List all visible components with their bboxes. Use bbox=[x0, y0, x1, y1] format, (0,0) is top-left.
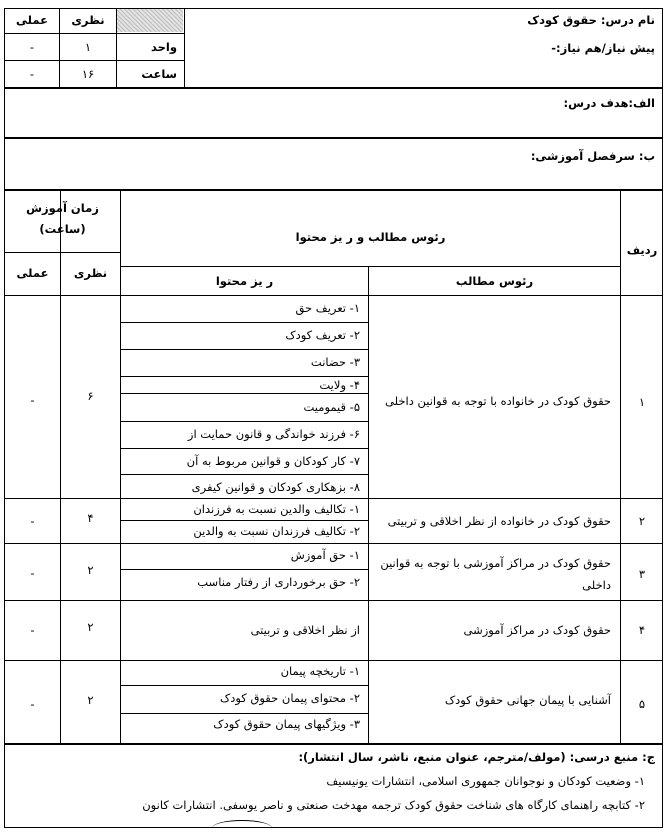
row5-detail-1: ۱- تاریخچه پیمان bbox=[280, 664, 360, 678]
row1-detail-7: ۷- کار کودکان و قوانین مربوط به آن bbox=[186, 454, 360, 468]
header-col-theory: نظری bbox=[71, 13, 105, 27]
prerequisite: پیش نیاز/هم نیاز:- bbox=[551, 41, 655, 55]
col-practical: عملی bbox=[16, 266, 49, 280]
row3-topic-line1: حقوق کودک در مراکز آموزشی با توجه به قوانین bbox=[380, 556, 611, 570]
row2-detail-1: ۱- تکالیف والدین نسبت به فرزندان bbox=[193, 502, 360, 516]
row3-detail-2: ۲- حق برخورداری از رفتار مناسب bbox=[197, 575, 360, 589]
row1-detail-8: ۸- بزهکاری کودکان و قوانین کیفری bbox=[191, 480, 360, 494]
row1-detail-3: ۳- حضانت bbox=[310, 355, 360, 369]
row3-detail-1: ۱- حق آموزش bbox=[290, 548, 360, 562]
row5-topic: آشنایی با پیمان جهانی حقوق کودک bbox=[444, 693, 611, 707]
row1-topic: حقوق کودک در خانواده با توجه به قوانین داخلی bbox=[385, 394, 611, 408]
row3-number: ۳ bbox=[638, 567, 646, 581]
row4-theory: ۲ bbox=[87, 620, 94, 634]
row3-topic-line2: داخلی bbox=[582, 578, 611, 592]
units-theory-value: ۱ bbox=[84, 40, 92, 54]
row1-practical: - bbox=[30, 393, 35, 407]
hours-label: ساعت bbox=[141, 67, 177, 81]
row5-detail-3: ۳- ویژگیهای پیمان حقوق کودک bbox=[213, 717, 360, 731]
syllabus-title: ب: سرفصل آموزشی: bbox=[530, 149, 655, 163]
col-details: ر یز محتوا bbox=[215, 274, 274, 288]
course-name: نام درس: حقوق کودک bbox=[527, 13, 655, 27]
units-practical-value: - bbox=[29, 40, 35, 54]
row1-detail-5: ۵- قیمومیت bbox=[303, 400, 360, 414]
course-syllabus-page bbox=[4, 8, 663, 830]
row1-detail-4: ۴- ولایت bbox=[319, 378, 360, 392]
source-item-2: ۲- کتابچه راهنمای کارگاه های شناخت حقوق کودک ترجمه مهدخت صنعتی و ناصر یوسفی. انتشارات کانون bbox=[142, 798, 645, 812]
row5-number: ۵ bbox=[638, 697, 646, 711]
row2-topic: حقوق کودک در خانواده از نظر اخلاقی و تربیتی bbox=[387, 514, 611, 528]
row4-number: ۴ bbox=[638, 623, 646, 637]
hours-theory-value: ۱۶ bbox=[81, 67, 95, 81]
goal-title: الف:هدف درس: bbox=[563, 96, 655, 110]
col-topics-group: رئوس مطالب و ر یز محتوا bbox=[295, 230, 446, 244]
row3-theory: ۲ bbox=[87, 563, 94, 577]
page-footer-arc bbox=[212, 820, 272, 834]
row5-practical: - bbox=[30, 697, 35, 711]
col-time-line2: (ساعت) bbox=[39, 222, 86, 236]
source-item-1: ۱- وضعیت کودکان و نوجوانان جمهوری اسلامی، انتشارات یونیسیف bbox=[326, 774, 645, 788]
row2-practical: - bbox=[30, 514, 35, 528]
row1-detail-6: ۶- فرزند خواندگی و قانون حمایت از bbox=[187, 427, 360, 441]
row4-topic: حقوق کودک در مراکز آموزشی bbox=[463, 623, 611, 637]
row5-detail-2: ۲- محتوای پیمان حقوق کودک bbox=[219, 691, 360, 705]
row1-detail-2: ۲- تعریف کودک bbox=[285, 328, 360, 342]
col-row-number: ردیف bbox=[626, 243, 658, 257]
header-col-practical: عملی bbox=[16, 13, 48, 27]
col-topics: رئوس مطالب bbox=[455, 274, 534, 288]
sources-title: ج: منبع درسی: (مولف/مترجم، عنوان منبع، ناشر، سال انتشار): bbox=[298, 750, 655, 764]
row2-number: ۲ bbox=[638, 514, 646, 528]
row1-theory: ۶ bbox=[87, 389, 94, 403]
col-theory: نظری bbox=[73, 266, 108, 280]
row1-detail-1: ۱- تعریف حق bbox=[295, 301, 360, 315]
row1-number: ۱ bbox=[638, 395, 646, 409]
row3-practical: - bbox=[30, 566, 35, 580]
row2-theory: ۴ bbox=[87, 511, 94, 525]
row2-detail-2: ۲- تکالیف فرزندان نسبت به والدین bbox=[193, 524, 360, 538]
col-time-line1: زمان آموزش bbox=[26, 201, 99, 215]
hours-practical-value: - bbox=[29, 67, 35, 81]
row4-practical: - bbox=[30, 623, 35, 637]
syllabus-section bbox=[4, 138, 663, 190]
row5-theory: ۲ bbox=[87, 693, 94, 707]
row4-detail-1: از نظر اخلاقی و تربیتی bbox=[250, 623, 360, 637]
units-label: واحد bbox=[150, 40, 177, 54]
header-shaded-cell bbox=[117, 9, 183, 32]
